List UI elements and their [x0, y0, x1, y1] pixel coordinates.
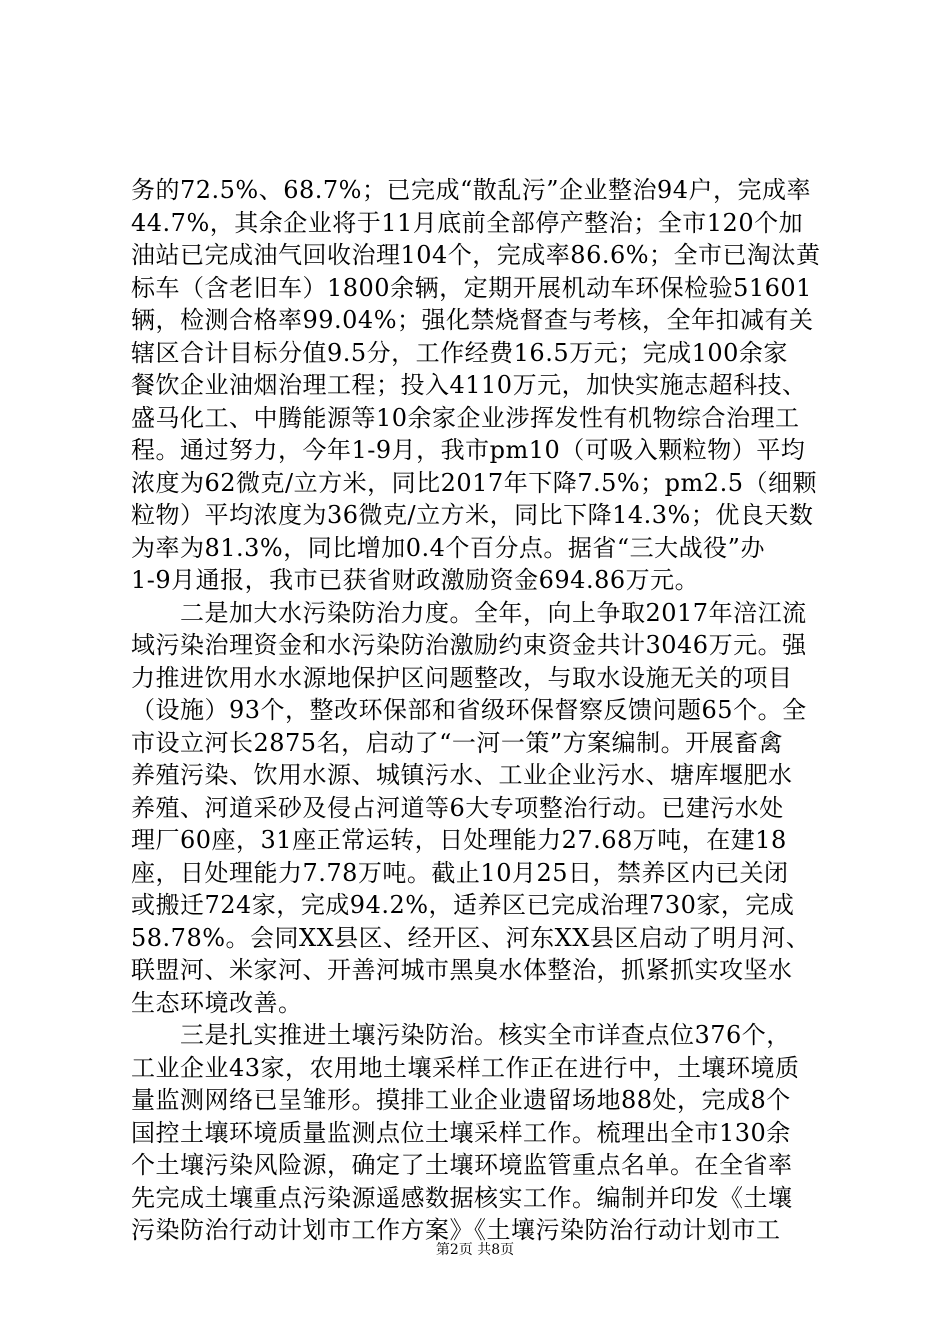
page-footer	[0, 1240, 950, 1260]
text-line: 养殖、河道采砂及侵占河道等6大专项整治行动。已建污水处	[131, 793, 784, 822]
text-line: 联盟河、米家河、开善河城市黑臭水体整治，抓紧抓实攻坚水	[131, 956, 793, 984]
text-line: 二是加大水污染防治力度。全年，向上争取2017年涪江流	[131, 598, 807, 627]
text-line: 盛马化工、中腾能源等10余家企业涉挥发性有机物综合治理工	[131, 403, 800, 432]
text-line: 餐饮企业油烟治理工程；投入4110万元，加快实施志超科技、	[131, 371, 807, 399]
text-line: 国控土壤环境质量监测点位土壤采样工作。梳理出全市130余	[131, 1118, 791, 1147]
text-line: （设施）93个，整改环保部和省级环保督察反馈问题65个。全	[131, 696, 807, 724]
text-line: 理厂60座，31座正常运转，日处理能力27.68万吨，在建18	[131, 826, 787, 854]
text-line: 域污染治理资金和水污染防治激励约束资金共计3046万元。强	[131, 631, 807, 659]
text-line: 量监测网络已呈雏形。摸排工业企业遗留场地88处，完成8个	[131, 1086, 791, 1114]
text-line: 1-9月通报，我市已获省财政激励资金694.86万元。	[131, 566, 700, 594]
text-line: 养殖污染、饮用水源、城镇污水、工业企业污水、塘库堰肥水	[131, 761, 793, 789]
text-line: 工业企业43家，农用地土壤采样工作正在进行中，土壤环境质	[131, 1053, 800, 1082]
text-line: 市设立河长2875名，启动了“一河一策”方案编制。开展畜禽	[131, 728, 784, 757]
body-text	[131, 174, 821, 1247]
text-line: 油站已完成油气回收治理104个，完成率86.6%；全市已淘汰黄	[131, 241, 821, 269]
text-line: 生态环境改善。	[131, 988, 303, 1017]
text-line: 力推进饮用水水源地保护区问题整改，与取水设施无关的项目	[131, 663, 793, 692]
text-line: 58.78%。会同XX县区、经开区、河东XX县区启动了明月河、	[131, 923, 811, 952]
text-line: 座，日处理能力7.78万吨。截止10月25日，禁养区内已关闭	[131, 858, 789, 887]
text-line: 务的72.5%、68.7%；已完成“散乱污”企业整治94户，完成率	[131, 176, 812, 204]
text-line: 程。通过努力，今年1-9月，我市pm10（可吸入颗粒物）平均	[131, 436, 806, 464]
text-line: 或搬迁724家，完成94.2%，适养区已完成治理730家，完成	[131, 891, 795, 919]
text-line: 标车（含老旧车）1800余辆，定期开展机动车环保检验51601	[131, 273, 812, 302]
text-line: 辖区合计目标分值9.5分，工作经费16.5万元；完成100余家	[131, 338, 788, 367]
text-line: 为率为81.3%，同比增加0.4个百分点。据省“三大战役”办	[131, 533, 765, 562]
text-line: 辆，检测合格率99.04%；强化禁烧督查与考核，全年扣减有关	[131, 306, 814, 334]
text-line: 污染防治行动计划市工作方案》《土壤污染防治行动计划市工	[131, 1216, 781, 1244]
page-number: 第2页 共8页	[435, 1242, 515, 1258]
text-line: 44.7%，其余企业将于11月底前全部停产整治；全市120个加	[131, 208, 804, 237]
text-line: 个土壤污染风险源，确定了土壤环境监管重点名单。在全省率	[131, 1151, 793, 1179]
text-line: 三是扎实推进土壤污染防治。核实全市详查点位376个，	[131, 1021, 791, 1049]
text-line: 粒物）平均浓度为36微克/立方米，同比下降14.3%；优良天数	[131, 501, 814, 529]
text-line: 浓度为62微克/立方米，同比2017年下降7.5%；pm2.5（细颗	[131, 468, 817, 497]
text-line: 先完成土壤重点污染源遥感数据核实工作。编制并印发《土壤	[131, 1183, 793, 1212]
